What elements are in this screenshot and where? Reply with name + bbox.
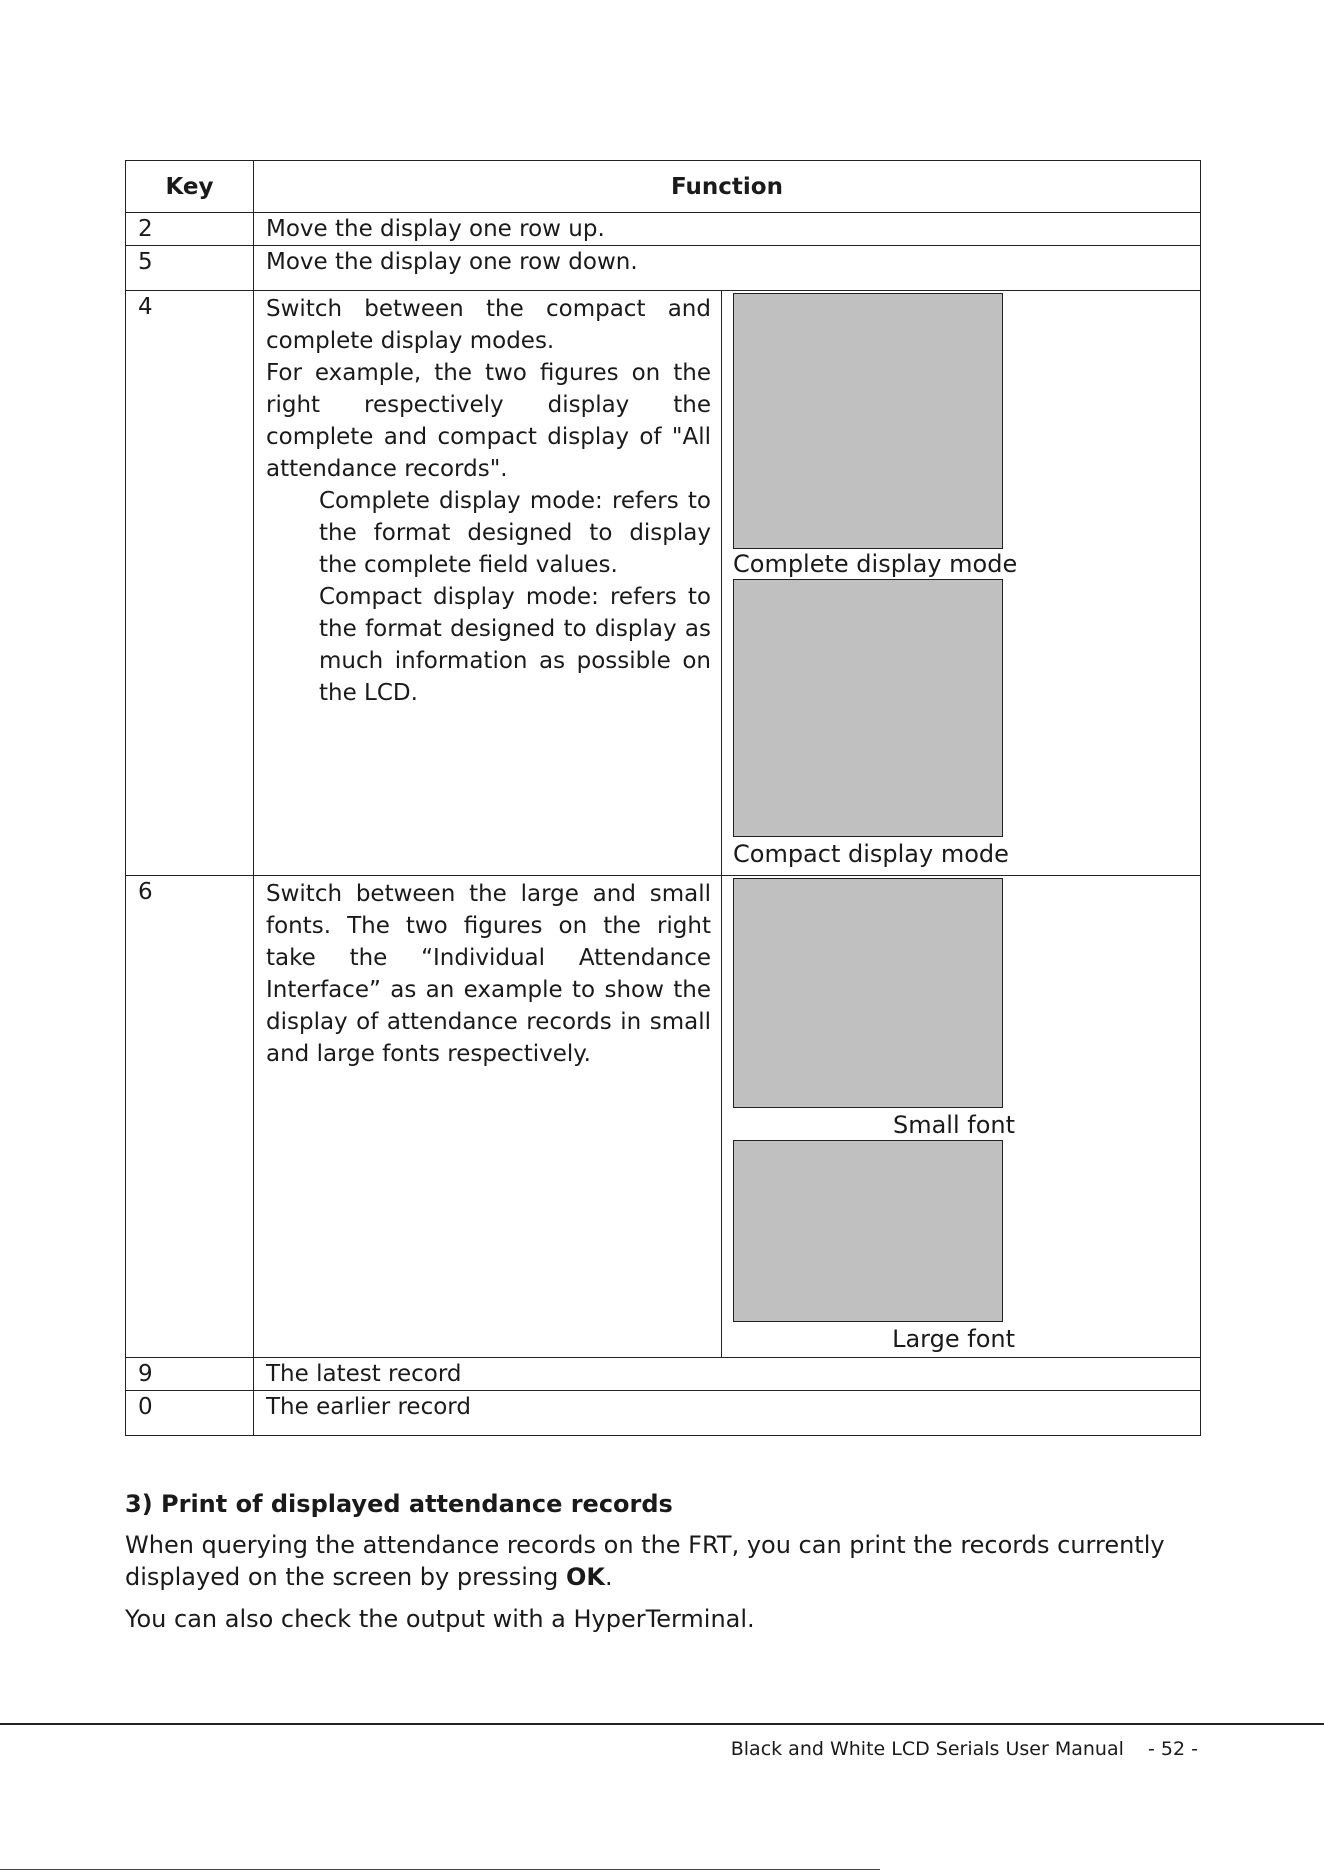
key-cell: 4: [126, 291, 254, 876]
figure-caption: Large font: [892, 1325, 1015, 1353]
key-cell: 0: [126, 1391, 254, 1436]
key-cell: 2: [126, 213, 254, 246]
function-cell: The latest record: [254, 1358, 1201, 1391]
ok-key-label: OK: [565, 1563, 605, 1591]
table-row: [126, 213, 1201, 246]
key-cell: 5: [126, 246, 254, 291]
bottom-divider: [0, 1869, 880, 1870]
function-split: [266, 291, 1200, 875]
table-row: [126, 1358, 1201, 1391]
header-key: Key: [126, 161, 254, 213]
section-title: 3) Print of displayed attendance records: [125, 1490, 673, 1518]
figure-caption: Compact display mode: [733, 840, 1009, 868]
table-row: [126, 291, 1201, 876]
description-paragraph: For example, the two figures on the right respectively display the complete and compact display of "All attendance records".: [266, 360, 711, 482]
paragraph-text: When querying the attendance records on the FRT, you can print the records currently displayed on the screen by pressing: [125, 1531, 1165, 1591]
description-paragraph: Switch between the large and small fonts. The two figures on the right take the “Individual Attendance Interface” as an example to show the display of attendance records in small and large fonts respectively.: [266, 881, 711, 1067]
lcd-screenshot-placeholder: [733, 293, 1003, 549]
function-text: [266, 876, 722, 1357]
figure-caption: Small font: [892, 1111, 1015, 1139]
function-split: [266, 876, 1200, 1357]
figures-column: [722, 876, 1200, 1357]
key-cell: 9: [126, 1358, 254, 1391]
lcd-screenshot-placeholder: [733, 579, 1003, 837]
table-row: [126, 1391, 1201, 1436]
paragraph-text: .: [604, 1563, 613, 1591]
function-cell: Move the display one row down.: [254, 246, 1201, 291]
table-row: [126, 876, 1201, 1358]
function-cell: The earlier record: [254, 1391, 1201, 1436]
footer-divider: [0, 1723, 1324, 1725]
definition-paragraph: Compact display mode: refers to the format designed to display as much information as possible on the LCD.: [319, 584, 711, 706]
function-cell: [254, 876, 1201, 1358]
figure-caption: Complete display mode: [733, 550, 1018, 578]
function-cell: [254, 291, 1201, 876]
body-paragraph: You can also check the output with a HyperTerminal.: [125, 1605, 755, 1633]
key-function-table: [125, 160, 1201, 1436]
lcd-screenshot-placeholder: [733, 878, 1003, 1108]
function-cell: Move the display one row up.: [254, 213, 1201, 246]
function-text: [266, 291, 722, 875]
figures-column: [722, 291, 1200, 875]
description-paragraph: Switch between the compact and complete display modes.: [266, 296, 711, 354]
body-paragraph: [125, 1529, 1205, 1593]
definition-paragraph: Complete display mode: refers to the format designed to display the complete field values.: [319, 488, 711, 578]
page-footer: Black and White LCD Serials User Manual - 52 -: [730, 1738, 1198, 1760]
lcd-screenshot-placeholder: [733, 1140, 1003, 1322]
table-row: [126, 246, 1201, 291]
key-cell: 6: [126, 876, 254, 1358]
table-header-row: [126, 161, 1201, 213]
header-function: Function: [254, 161, 1201, 213]
